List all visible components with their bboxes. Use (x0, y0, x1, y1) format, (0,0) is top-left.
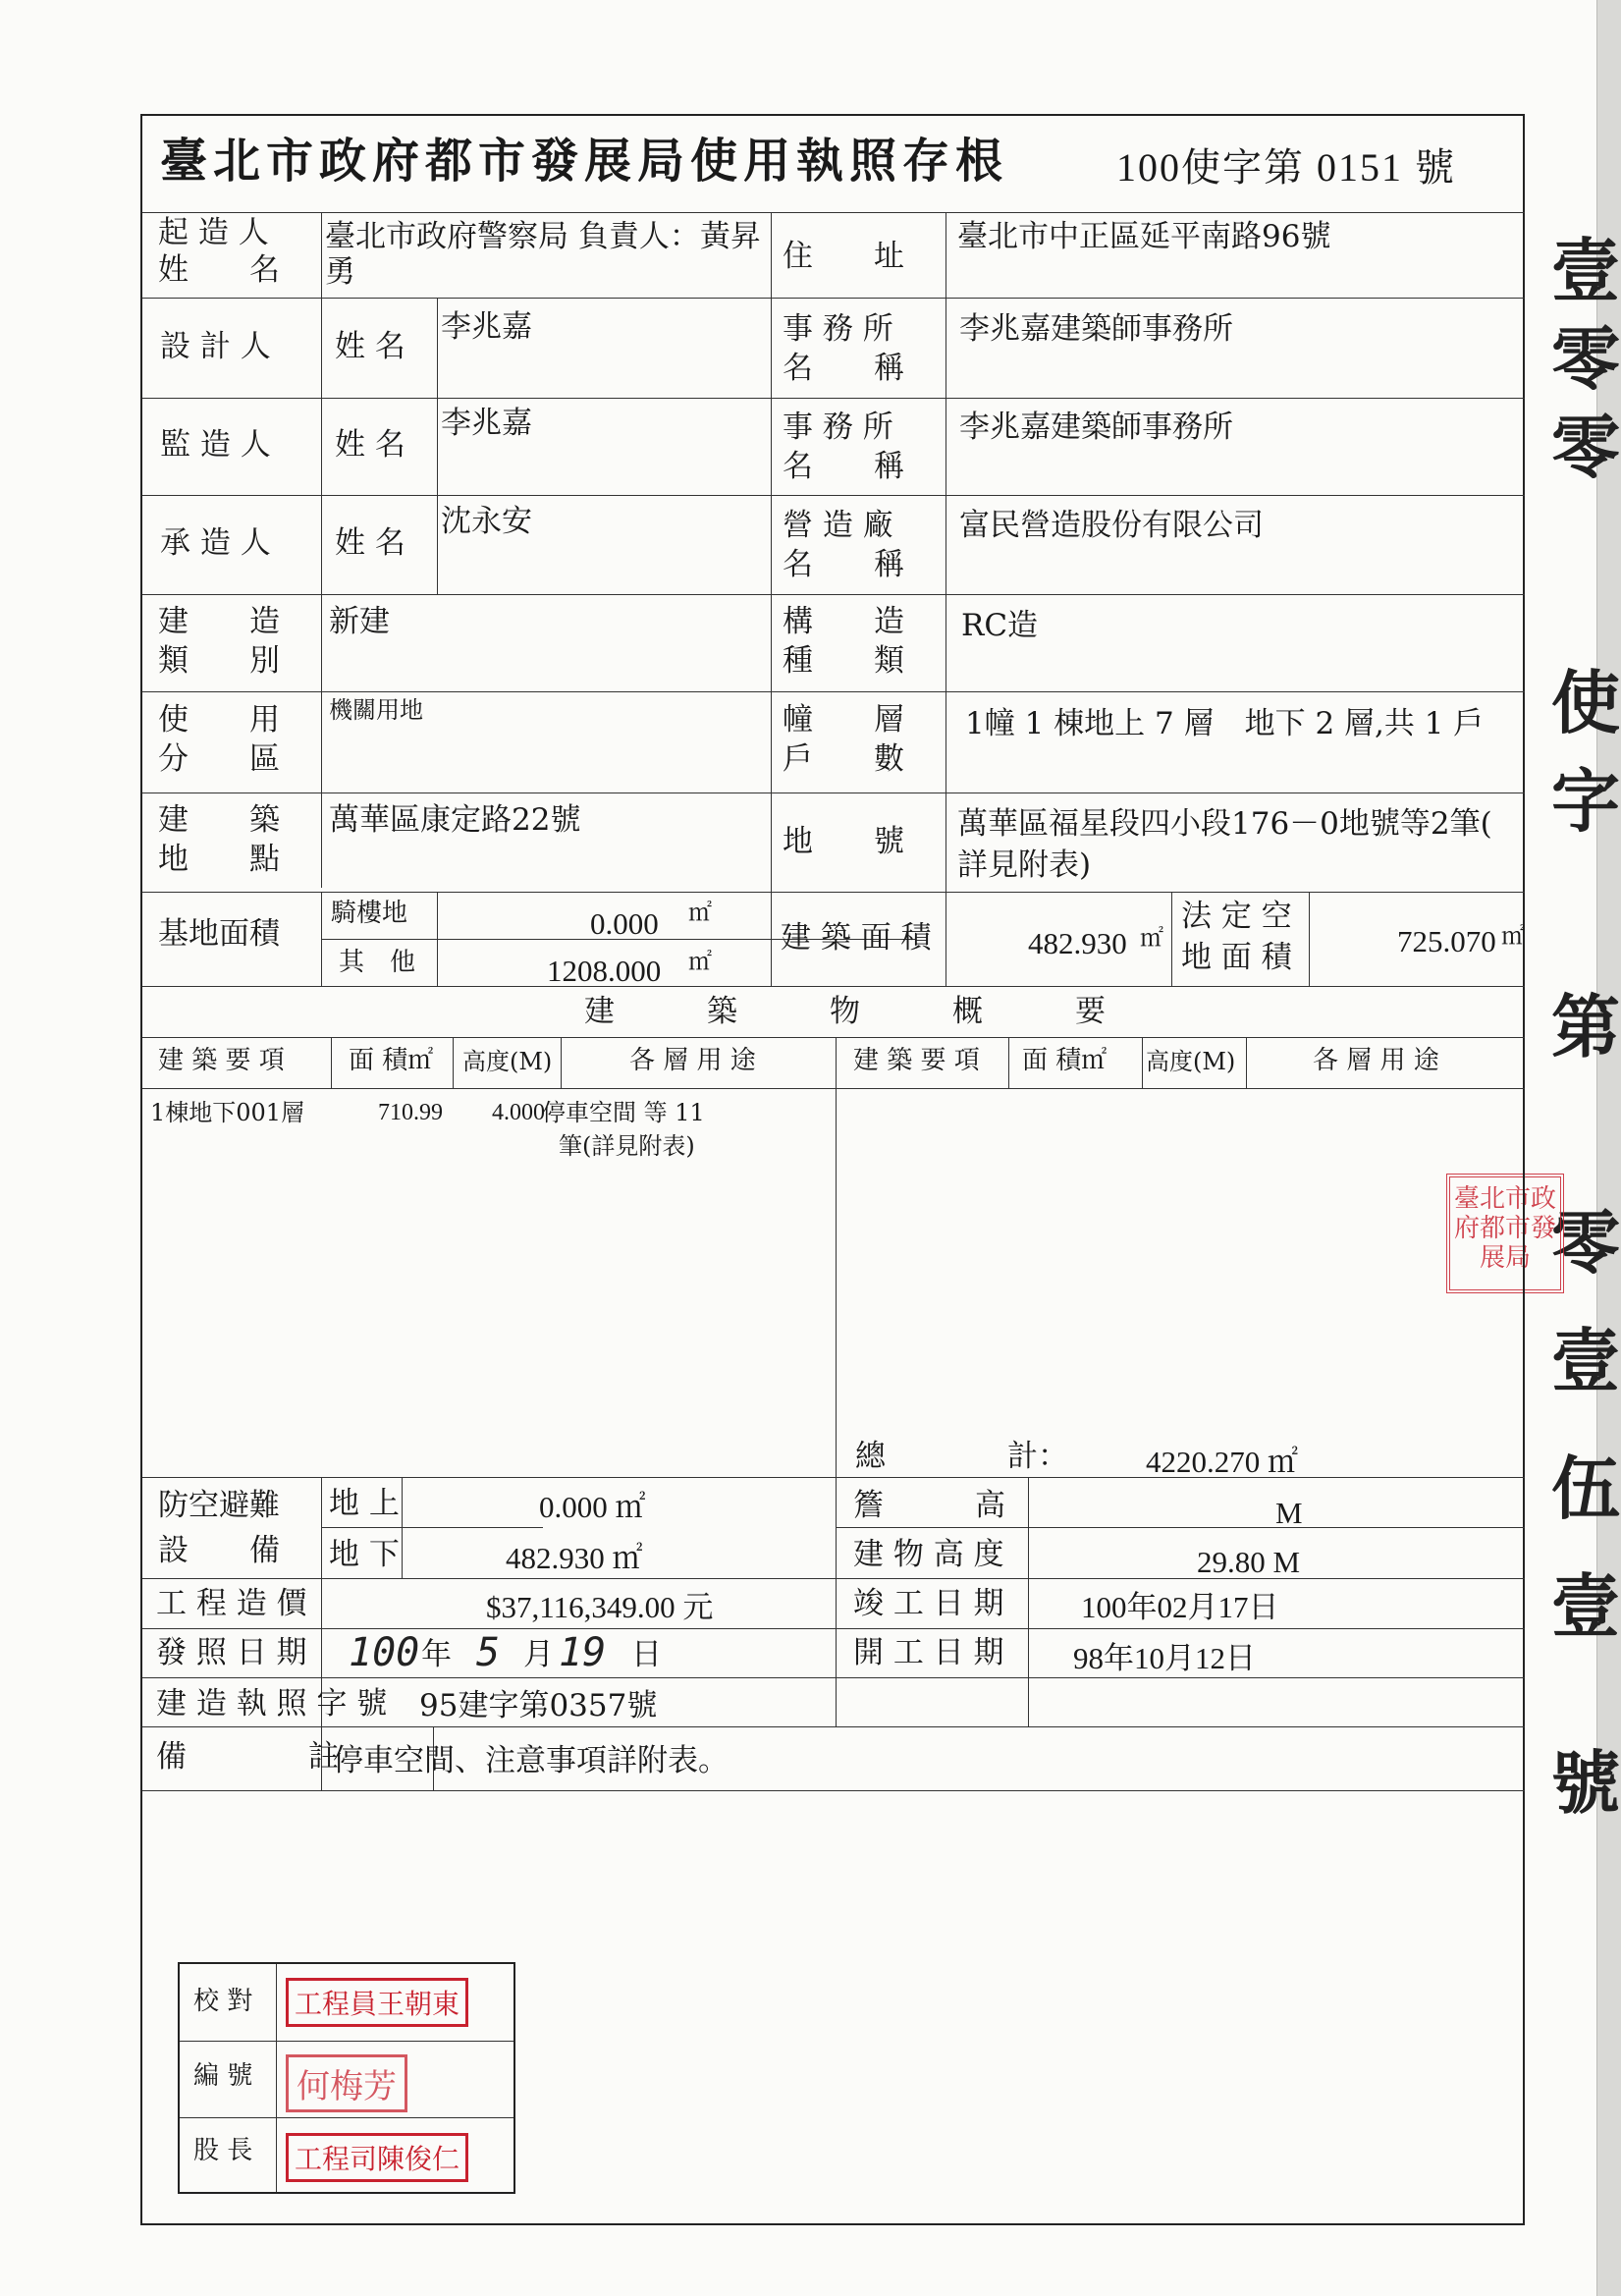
cost-label: 工 程 造 價 (156, 1586, 307, 1621)
supervisor-office: 李兆嘉建築師事務所 (959, 410, 1233, 445)
open-space-label-2: 地 面 積 (1181, 940, 1292, 975)
margin-char: 零 (1551, 318, 1620, 400)
col-area-2: 面 積㎡ (1022, 1046, 1108, 1075)
margin-char: 零 (1551, 407, 1620, 488)
designer-name-label: 姓 名 (335, 329, 405, 364)
eaves-value: M (1275, 1496, 1303, 1530)
row-item: 1棟地下001層 (150, 1099, 305, 1126)
shelter-above-value: 0.000 ㎡ (539, 1490, 646, 1524)
chief-label: 股 長 (193, 2136, 253, 2165)
building-area-value: 482.930 (1028, 926, 1127, 960)
col-item: 建 築 要 項 (158, 1046, 285, 1075)
supervisor-office-label: 事 務 所 (783, 410, 893, 445)
other-unit: ㎡ (688, 948, 712, 975)
open-space-value: 725.070 (1397, 924, 1496, 958)
shelter-label-2: 設 備 (158, 1533, 280, 1568)
arcade-value: 0.000 (590, 906, 659, 941)
structure-type: RC造 (961, 608, 1039, 643)
lot-value-2: 詳見附表) (957, 847, 1092, 883)
row-use: 停車空間 等 11 (542, 1099, 705, 1126)
location-label-2: 地 點 (158, 842, 280, 877)
designer-office-label: 事 務 所 (783, 311, 893, 347)
location-value: 萬華區康定路22號 (329, 802, 581, 838)
margin-char: 壹 (1551, 230, 1620, 311)
number-label: 編 號 (193, 2061, 253, 2091)
applicant-name-2: 勇 (325, 254, 355, 290)
designer-label: 設 計 人 (160, 329, 271, 364)
contractor-firm-label: 營 造 廠 (783, 508, 893, 543)
construction-type-label: 建 造 (158, 604, 280, 639)
contractor-label: 承 造 人 (160, 525, 271, 561)
arcade-unit: ㎡ (688, 899, 712, 926)
issue-date-label: 發 照 日 期 (156, 1635, 307, 1670)
col-use: 各 層 用 途 (629, 1046, 756, 1075)
shelter-below-label: 地 下 (329, 1537, 400, 1572)
check-label: 校 對 (193, 1987, 253, 2016)
row-area: 710.99 (378, 1100, 443, 1125)
start-date-label: 開 工 日 期 (853, 1635, 1004, 1670)
col-use-2: 各 層 用 途 (1313, 1046, 1439, 1075)
applicant-name: 臺北市政府警察局 負責人：黃昇 (325, 219, 761, 254)
margin-char: 使 (1551, 662, 1620, 743)
contractor-firm: 富民營造股份有限公司 (959, 508, 1264, 543)
lot-label: 地 號 (783, 824, 904, 859)
start-date-value: 98年10月12日 (1073, 1641, 1256, 1675)
build-permit-value: 95建字第0357號 (419, 1688, 658, 1723)
completion-value: 100年02月17日 (1081, 1590, 1279, 1624)
permit-form: 臺北市政府都市發展局使用執照存根 100使字第 0151 號 起 造 人 姓 名 臺北市政府警察局 負責人：黃昇 勇 住 址 臺北市中正區延平南路96號 設 計 人 姓 名 李兆嘉 事 務 所 名 稱 李兆嘉建築師事務所 監 造 人 姓 名 李兆嘉 事 務 所 名 稱 李兆嘉建築師事務所 承 造 人 姓 名 沈永安 營 造 廠 名 稱 富民營造股份有限公司 建 造 類 別 新建 構 造 種 類 RC造 使 用 分 區 機關用地 幢 層 戶 數 1幢 1 棟地上 7 層 地下 2 層,共 1 戶 建 築 地 點 萬華區康定路22號 地 號 萬華區福星段四小段176－0地號等2筆( 詳見附表) 基地面積 騎樓地 0.000 ㎡ 其 他 1208.000 ㎡ 建 築 面 積 482.930 ㎡ 法 定 空 地 面 積 725.070 ㎡ 建 築 物 概 要 建 築 要 項 面 積㎡ 高度(M) 各 層 用 途 建 築 要 項 面 積㎡ 高度(M) 各 層 用 途 1棟地下001層 710.99 4.000 停車空間 等 11 筆(詳見附表) 總 計： 4220.270 ㎡ 防空避難 設 備 地 上 0.000 ㎡ 地 下 482.930 ㎡ 簷 高 M 建 物 高 度 29.80 M 工 程 造 價 $37,116,349.00 元 竣 工 日 期 100年02月17日 發 照 日 期 100 年 5 月 19 日 開 工 日 期 98年10月12日 建 造 執 照 字 號 95建字第0357號 備 註 停車空間、注意事項詳附表。 校 對 編 號 股 長 工程員王朝東 何梅芳 工程司陳俊仁 (140, 114, 1525, 2225)
number-stamp: 何梅芳 (286, 2054, 407, 2112)
applicant-address: 臺北市中正區延平南路96號 (957, 219, 1331, 254)
structure-label: 構 造 (783, 604, 904, 639)
issue-date-day-unit: 日 (631, 1637, 662, 1672)
check-stamp: 工程員王朝東 (286, 1978, 468, 2027)
col-area: 面 積㎡ (349, 1046, 434, 1075)
location-label: 建 築 (158, 802, 280, 838)
designer-name: 李兆嘉 (441, 309, 532, 345)
shelter-below-value: 482.930 ㎡ (506, 1541, 643, 1575)
row-height: 4.000 (492, 1100, 545, 1125)
zoning-label-2: 分 區 (158, 741, 280, 777)
designer-office-label-2: 名 稱 (783, 351, 904, 386)
remarks-label: 備 註 (156, 1739, 339, 1775)
open-space-unit: ㎡ (1501, 922, 1525, 950)
building-height-label: 建 物 高 度 (853, 1537, 1004, 1572)
shelter-above-label: 地 上 (329, 1486, 400, 1521)
issue-date-month: 5 (476, 1630, 501, 1675)
open-space-label: 法 定 空 (1181, 899, 1292, 934)
lot-value: 萬華區福星段四小段176－0地號等2筆( (957, 806, 1492, 842)
build-permit-label: 建 造 執 照 字 號 (156, 1686, 388, 1722)
supervisor-name-label: 姓 名 (335, 427, 405, 463)
units-label-2: 戶 數 (783, 741, 904, 777)
issue-date-day: 19 (559, 1630, 607, 1675)
designer-office: 李兆嘉建築師事務所 (959, 311, 1233, 347)
construction-type: 新建 (329, 604, 390, 639)
total-label: 總 計： (855, 1439, 1068, 1474)
supervisor-name: 李兆嘉 (441, 406, 532, 441)
construction-type-label-2: 類 別 (158, 643, 280, 679)
col-height-2: 高度(M) (1146, 1048, 1236, 1075)
contractor-firm-label-2: 名 稱 (783, 547, 904, 582)
applicant-label-2: 姓 名 (158, 252, 280, 288)
margin-char: 零 (1551, 1202, 1620, 1284)
total-value: 4220.270 ㎡ (1146, 1445, 1298, 1479)
margin-char: 號 (1551, 1742, 1620, 1824)
zoning-label: 使 用 (158, 702, 280, 738)
units-value: 1幢 1 棟地上 7 層 地下 2 層,共 1 戶 (965, 706, 1485, 741)
other-value: 1208.000 (547, 954, 662, 988)
zoning-value: 機關用地 (329, 696, 423, 724)
building-area-label: 建 築 面 積 (781, 920, 932, 956)
other-label: 其 他 (339, 948, 416, 977)
arcade-label: 騎樓地 (331, 899, 408, 928)
units-label: 幢 層 (783, 702, 904, 738)
cost-value: $37,116,349.00 元 (486, 1590, 714, 1624)
margin-char: 壹 (1551, 1320, 1620, 1401)
building-height-value: 29.80 M (1197, 1545, 1301, 1579)
margin-char: 伍 (1551, 1448, 1620, 1529)
permit-number: 100使字第 0151 號 (1116, 145, 1456, 190)
supervisor-label: 監 造 人 (160, 427, 271, 463)
col-item-2: 建 築 要 項 (853, 1046, 980, 1075)
shelter-label: 防空避難 (158, 1488, 280, 1523)
margin-char: 第 (1551, 986, 1620, 1067)
chief-stamp: 工程司陳俊仁 (286, 2133, 468, 2182)
issue-date-year-unit: 年 (421, 1637, 452, 1672)
page-title: 臺北市政府都市發展局使用執照存根 (160, 134, 1009, 189)
official-seal: 臺北市政府都市發展局 (1446, 1174, 1564, 1293)
issue-date-month-unit: 月 (523, 1637, 554, 1672)
margin-char: 壹 (1551, 1565, 1620, 1647)
approval-block (178, 1962, 515, 2194)
completion-label: 竣 工 日 期 (853, 1586, 1004, 1621)
contractor-name: 沈永安 (441, 504, 532, 539)
address-label: 住 址 (783, 239, 904, 274)
eaves-label: 簷 高 (853, 1488, 1005, 1523)
remarks-value: 停車空間、注意事項詳附表。 (333, 1743, 729, 1778)
row-use-2: 筆(詳見附表) (559, 1132, 695, 1160)
building-area-unit: ㎡ (1140, 924, 1163, 952)
supervisor-office-label-2: 名 稱 (783, 449, 904, 484)
issue-date-year: 100 (349, 1630, 420, 1675)
col-height: 高度(M) (462, 1048, 553, 1075)
margin-char: 字 (1551, 760, 1620, 842)
applicant-label: 起 造 人 (158, 215, 269, 250)
contractor-name-label: 姓 名 (335, 525, 405, 561)
site-area-label: 基地面積 (158, 916, 280, 952)
structure-label-2: 種 類 (783, 643, 904, 679)
